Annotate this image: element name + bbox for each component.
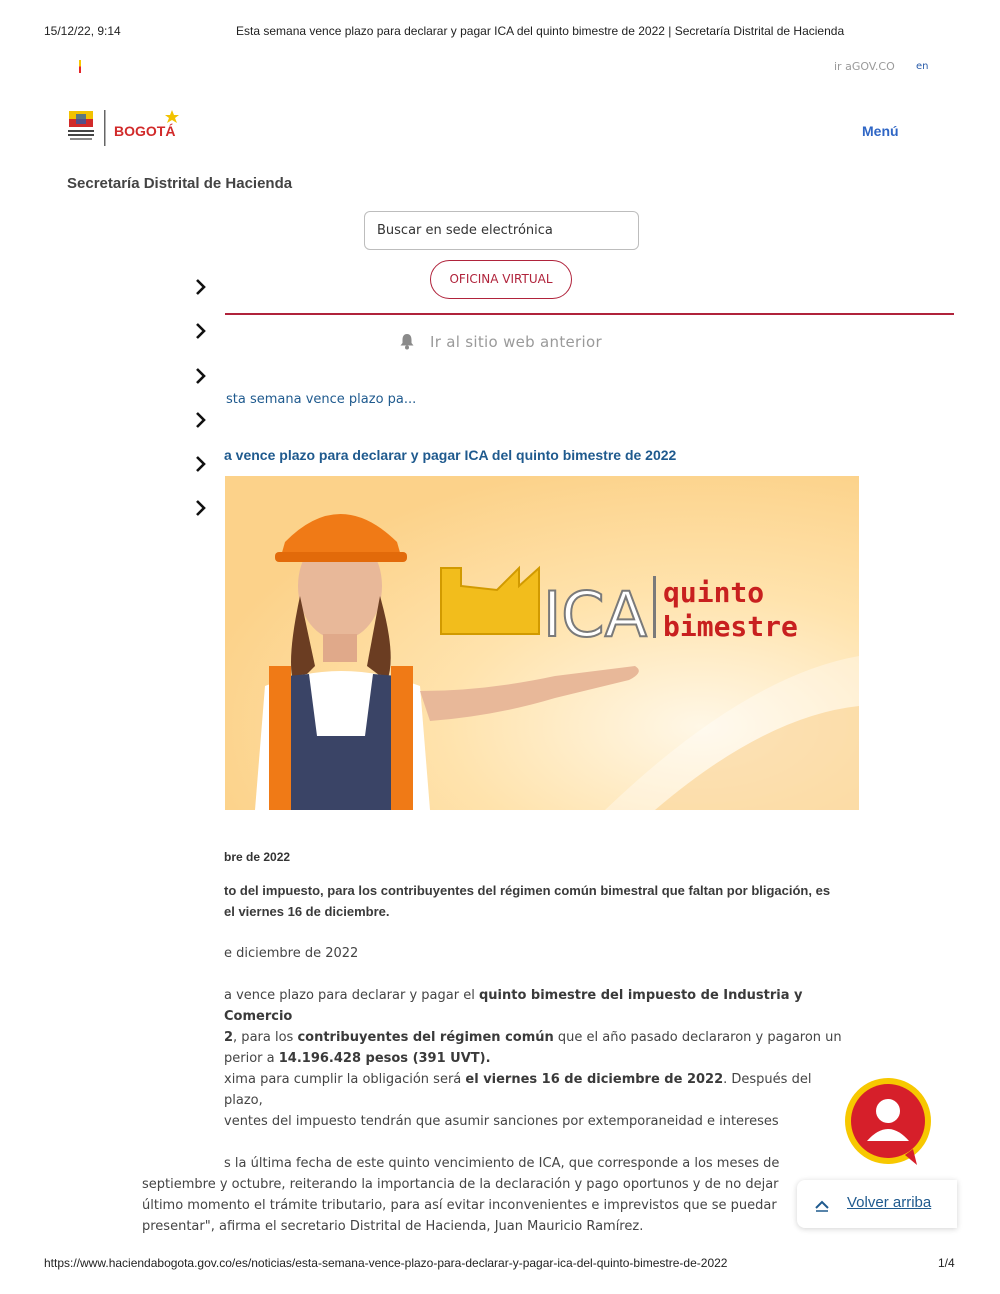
chat-assistant-button[interactable]: [843, 1077, 933, 1167]
chevron-right-icon[interactable]: [193, 322, 209, 340]
section-divider: [225, 313, 954, 315]
back-to-top-button[interactable]: [797, 1180, 957, 1228]
back-to-top-label: Volver arriba: [847, 1194, 932, 1211]
page-title: a vence plazo para declarar y pagar ICA del quinto bimestre de 2022: [224, 447, 677, 463]
article-paragraph-2: xima para cumplir la obligación será el viernes 16 de diciembre de 2022. Después del plazo, ventes del impuesto tendrán que asumir sanciones por extemporaneidad e intereses: [224, 1072, 812, 1129]
print-url: https://www.haciendabogota.gov.co/es/noticias/esta-semana-vence-plazo-para-declarar-y-pagar-ica-del-quinto-bimestre-de-2022: [44, 1256, 728, 1270]
breadcrumb-current[interactable]: sta semana vence plazo pa...: [226, 392, 417, 407]
menu-button[interactable]: Menú: [862, 123, 899, 139]
alcaldia-bogota-logo[interactable]: [66, 108, 186, 148]
article-lead: to del impuesto, para los contribuyentes del régimen común bimestral que faltan por bligación, es el viernes 16 de diciembre.: [224, 883, 831, 919]
hero-ica-text: ICA: [543, 578, 647, 651]
chevron-right-icon[interactable]: [193, 367, 209, 385]
hero-line2: bimestre: [663, 610, 798, 643]
article-place-date: e diciembre de 2022: [224, 946, 359, 961]
logo-wordmark: BOGOTÁ: [114, 123, 176, 139]
language-switch[interactable]: en: [916, 61, 929, 72]
article-paragraph-3: s la última fecha de este quinto vencimiento de ICA, que corresponde a los meses de septiembre y octubre, reiterando la importancia de la declaración y pago oportunos y de no dejar último momento el trámite tributario, para así evitar inconvenientes e imprevistos que se puedar presentar", afirma el secretario Distrital de Hacienda, Juan Mauricio Ramírez.: [142, 1156, 780, 1234]
virtual-office-button[interactable]: OFICINA VIRTUAL: [430, 260, 572, 299]
chevron-right-icon[interactable]: [193, 499, 209, 517]
chevron-right-icon[interactable]: [193, 278, 209, 296]
print-doc-title: Esta semana vence plazo para declarar y pagar ICA del quinto bimestre de 2022 | Secretaría Distrital de Hacienda: [236, 24, 845, 38]
chevron-right-icon[interactable]: [193, 455, 209, 473]
chevron-right-icon[interactable]: [193, 411, 209, 429]
gov-co-link[interactable]: ir aGOV.CO: [834, 60, 895, 73]
article-date: bre de 2022: [224, 850, 291, 864]
chevron-up-icon: [815, 1197, 829, 1209]
entity-title: Secretaría Distrital de Hacienda: [67, 175, 293, 192]
bell-icon: [399, 333, 415, 350]
hero-image: [225, 476, 859, 810]
gov-co-mark: [79, 60, 81, 73]
search-input[interactable]: [364, 211, 639, 250]
print-page-number: 1/4: [938, 1256, 955, 1270]
print-datetime: 15/12/22, 9:14: [44, 24, 121, 38]
article-paragraph-1: a vence plazo para declarar y pagar el quinto bimestre del impuesto de Industria y Comercio 2, para los contribuyentes del régimen común que el año pasado declararon y pagaron un perior a 14.196.428 pesos (391 UVT).: [224, 988, 842, 1066]
old-site-link[interactable]: Ir al sitio web anterior: [430, 333, 602, 351]
hero-line1: quinto: [663, 576, 765, 609]
